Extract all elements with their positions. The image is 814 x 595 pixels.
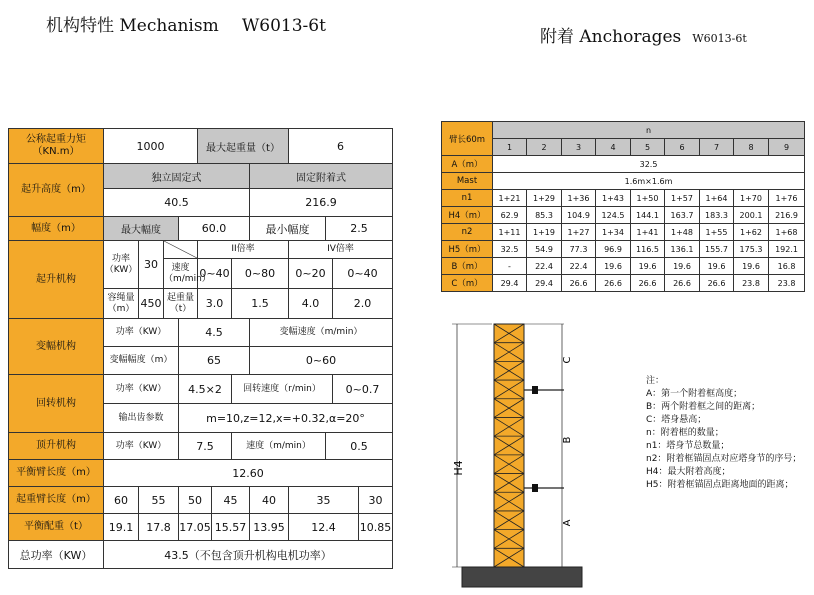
- freestanding-value: 40.5: [104, 189, 250, 217]
- mechanism-title: [46, 11, 326, 36]
- load-value: 1.5: [232, 289, 289, 319]
- radius-label: 幅度（m）: [9, 217, 104, 241]
- h4-dimension-label: H4: [452, 460, 465, 476]
- h5-value: 192.1: [769, 241, 805, 258]
- anchorage-title-text: 附着 Anchorages: [540, 27, 682, 47]
- n-header: n: [493, 122, 805, 139]
- note-line: H4：最大附着高度；: [646, 467, 731, 477]
- a-value: 32.5: [493, 156, 805, 173]
- mast-value: 1.6m×1.6m: [493, 173, 805, 190]
- trolley-speed-value: 0~60: [250, 347, 393, 375]
- b-dimension-label: B: [562, 436, 573, 444]
- anchorage-diagram: [452, 318, 602, 595]
- load-value: 2.0: [333, 289, 393, 319]
- speed-value: 0~80: [232, 259, 289, 289]
- b-value: 19.6: [631, 258, 665, 275]
- n1-value: 1+36: [562, 190, 596, 207]
- trolley-label: 变幅机构: [9, 319, 104, 375]
- n2-value: 1+62: [734, 224, 769, 241]
- slew-power-value: 4.5×2: [179, 375, 232, 404]
- max-radius-label: 最大幅度: [104, 217, 179, 241]
- counterweight-value: 10.85: [359, 514, 393, 541]
- trolley-power-value: 4.5: [179, 319, 250, 347]
- jib-length-value: 35: [289, 487, 359, 514]
- notes: [646, 375, 801, 492]
- h5-value: 116.5: [631, 241, 665, 258]
- iv-fall-label: IV倍率: [289, 241, 393, 259]
- counterweight-value: 15.57: [212, 514, 250, 541]
- speed-value: 0~20: [289, 259, 333, 289]
- foundation: [462, 567, 582, 587]
- h5-value: 136.1: [665, 241, 700, 258]
- jib-label: 臂长60m: [442, 122, 493, 156]
- h4-value: 200.1: [734, 207, 769, 224]
- trolley-range-label: 变幅幅度（m）: [104, 347, 179, 375]
- max-load-value: 6: [289, 129, 393, 164]
- climb-speed-value: 0.5: [326, 433, 393, 460]
- min-radius-value: 2.5: [326, 217, 393, 241]
- rated-moment-label: 公称起重力矩 （KN.m）: [9, 129, 104, 164]
- n1-value: 1+70: [734, 190, 769, 207]
- slew-label: 回转机构: [9, 375, 104, 433]
- rope-label: 容绳量 （m）: [104, 289, 139, 319]
- jib-length-label: 起重臂长度（m）: [9, 487, 104, 514]
- anchored-value: 216.9: [250, 189, 393, 217]
- counterweight-value: 12.4: [289, 514, 359, 541]
- jib-length-value: 30: [359, 487, 393, 514]
- c-value: 29.4: [493, 275, 527, 292]
- c-value: 26.6: [562, 275, 596, 292]
- max-radius-value: 60.0: [179, 217, 250, 241]
- b-value: 22.4: [562, 258, 596, 275]
- n-column-header: 3: [562, 139, 596, 156]
- hoist-diagonal-cell: [164, 241, 198, 259]
- h5-value: 54.9: [527, 241, 562, 258]
- speed-value: 0~40: [198, 259, 232, 289]
- h5-value: 175.3: [734, 241, 769, 258]
- hoist-power-value: 30: [139, 241, 164, 289]
- n2-value: 1+55: [700, 224, 734, 241]
- a-label: A（m）: [442, 156, 493, 173]
- note-line: H5：附着框锚固点距离地面的距离；: [646, 480, 794, 490]
- n-column-header: 2: [527, 139, 562, 156]
- n-column-header: 9: [769, 139, 805, 156]
- counter-jib-label: 平衡臂长度（m）: [9, 460, 104, 487]
- jib-length-value: 60: [104, 487, 139, 514]
- climb-label: 顶升机构: [9, 433, 104, 460]
- b-value: 19.6: [734, 258, 769, 275]
- hoist-power-label: 功率 （KW）: [104, 241, 139, 289]
- note-line: n：附着框的数量；: [646, 428, 724, 438]
- note-line: A：第一个附着框高度；: [646, 389, 743, 399]
- c-value: 23.8: [734, 275, 769, 292]
- h4-value: 144.1: [631, 207, 665, 224]
- note-line: n2：附着框锚固点对应塔身节的序号；: [646, 454, 802, 464]
- c-value: 26.6: [596, 275, 631, 292]
- n2-label: n2: [442, 224, 493, 241]
- n1-value: 1+50: [631, 190, 665, 207]
- anchorage-model: W6013-6t: [692, 32, 747, 45]
- n-column-header: 1: [493, 139, 527, 156]
- h4-value: 85.3: [527, 207, 562, 224]
- slew-speed-value: 0~0.7: [333, 375, 393, 404]
- rated-moment-value: 1000: [104, 129, 198, 164]
- n2-value: 1+19: [527, 224, 562, 241]
- n2-value: 1+34: [596, 224, 631, 241]
- freestanding-label: 独立固定式: [104, 164, 250, 189]
- slew-power-label: 功率（KW）: [104, 375, 179, 404]
- c-value: 26.6: [700, 275, 734, 292]
- n1-value: 1+21: [493, 190, 527, 207]
- ii-fall-label: II倍率: [198, 241, 289, 259]
- n2-value: 1+11: [493, 224, 527, 241]
- counterweight-value: 17.05: [179, 514, 212, 541]
- n2-value: 1+48: [665, 224, 700, 241]
- b-value: 19.6: [596, 258, 631, 275]
- h5-value: 77.3: [562, 241, 596, 258]
- b-value: 19.6: [665, 258, 700, 275]
- n-column-header: 8: [734, 139, 769, 156]
- anchor-clamp: [532, 484, 538, 492]
- c-value: 26.6: [665, 275, 700, 292]
- jib-length-value: 55: [139, 487, 179, 514]
- jib-length-value: 50: [179, 487, 212, 514]
- c-value: 26.6: [631, 275, 665, 292]
- jib-length-value: 45: [212, 487, 250, 514]
- h5-label: H5（m）: [442, 241, 493, 258]
- counterweight-value: 13.95: [250, 514, 289, 541]
- n1-value: 1+57: [665, 190, 700, 207]
- load-label: 起重量 （t）: [164, 289, 198, 319]
- n1-value: 1+76: [769, 190, 805, 207]
- b-value: 16.8: [769, 258, 805, 275]
- n2-value: 1+68: [769, 224, 805, 241]
- gear-label: 输出齿参数: [104, 404, 179, 433]
- b-value: 19.6: [700, 258, 734, 275]
- rope-value: 450: [139, 289, 164, 319]
- anchored-label: 固定附着式: [250, 164, 393, 189]
- climb-power-label: 功率（KW）: [104, 433, 179, 460]
- n1-label: n1: [442, 190, 493, 207]
- climb-power-value: 7.5: [179, 433, 232, 460]
- anchorage-title: [540, 22, 747, 47]
- n-column-header: 7: [700, 139, 734, 156]
- b-value: -: [493, 258, 527, 275]
- trolley-speed-label: 变幅速度（m/min）: [250, 319, 393, 347]
- b-label: B（m）: [442, 258, 493, 275]
- trolley-range-value: 65: [179, 347, 250, 375]
- speed-label: 速度 （m/min）: [164, 259, 198, 289]
- total-power-value: 43.5（不包含顶升机构电机功率）: [104, 541, 393, 569]
- a-dimension-label: A: [562, 519, 573, 527]
- note-line: B：两个附着框之间的距离；: [646, 402, 761, 412]
- c-dimension-label: C: [562, 356, 573, 364]
- mast-label: Mast: [442, 173, 493, 190]
- n-column-header: 5: [631, 139, 665, 156]
- n1-value: 1+29: [527, 190, 562, 207]
- h4-value: 163.7: [665, 207, 700, 224]
- anchorage-table: [441, 121, 805, 292]
- note-line: C：塔身悬高；: [646, 415, 707, 425]
- h4-value: 104.9: [562, 207, 596, 224]
- mechanism-model: W6013-6t: [241, 16, 326, 36]
- jib-length-value: 40: [250, 487, 289, 514]
- mechanism-table: [8, 128, 393, 569]
- counterweight-value: 17.8: [139, 514, 179, 541]
- min-radius-label: 最小幅度: [250, 217, 326, 241]
- gear-value: m=10,z=12,x=+0.32,α=20°: [179, 404, 393, 433]
- mechanism-title-text: 机构特性 Mechanism: [46, 16, 219, 36]
- h4-value: 62.9: [493, 207, 527, 224]
- counterweight-value: 19.1: [104, 514, 139, 541]
- load-value: 4.0: [289, 289, 333, 319]
- total-power-label: 总功率（KW）: [9, 541, 104, 569]
- h4-value: 216.9: [769, 207, 805, 224]
- speed-value: 0~40: [333, 259, 393, 289]
- n-column-header: 6: [665, 139, 700, 156]
- lift-height-label: 起升高度（m）: [9, 164, 104, 217]
- n2-value: 1+41: [631, 224, 665, 241]
- climb-speed-label: 速度（m/min）: [232, 433, 326, 460]
- h5-value: 32.5: [493, 241, 527, 258]
- c-value: 29.4: [527, 275, 562, 292]
- h4-value: 183.3: [700, 207, 734, 224]
- b-value: 22.4: [527, 258, 562, 275]
- c-label: C（m）: [442, 275, 493, 292]
- slew-speed-label: 回转速度（r/min）: [232, 375, 333, 404]
- n1-value: 1+64: [700, 190, 734, 207]
- h4-value: 124.5: [596, 207, 631, 224]
- hoist-label: 起升机构: [9, 241, 104, 319]
- h4-label: H4（m）: [442, 207, 493, 224]
- trolley-power-label: 功率（KW）: [104, 319, 179, 347]
- anchor-clamp: [532, 386, 538, 394]
- note-line: n1：塔身节总数量；: [646, 441, 730, 451]
- notes-heading: 注：: [646, 376, 665, 386]
- counter-jib-value: 12.60: [104, 460, 393, 487]
- n1-value: 1+43: [596, 190, 631, 207]
- h5-value: 96.9: [596, 241, 631, 258]
- max-load-label: 最大起重量（t）: [198, 129, 289, 164]
- n2-value: 1+27: [562, 224, 596, 241]
- load-value: 3.0: [198, 289, 232, 319]
- h5-value: 155.7: [700, 241, 734, 258]
- n-column-header: 4: [596, 139, 631, 156]
- c-value: 23.8: [769, 275, 805, 292]
- counterweight-label: 平衡配重（t）: [9, 514, 104, 541]
